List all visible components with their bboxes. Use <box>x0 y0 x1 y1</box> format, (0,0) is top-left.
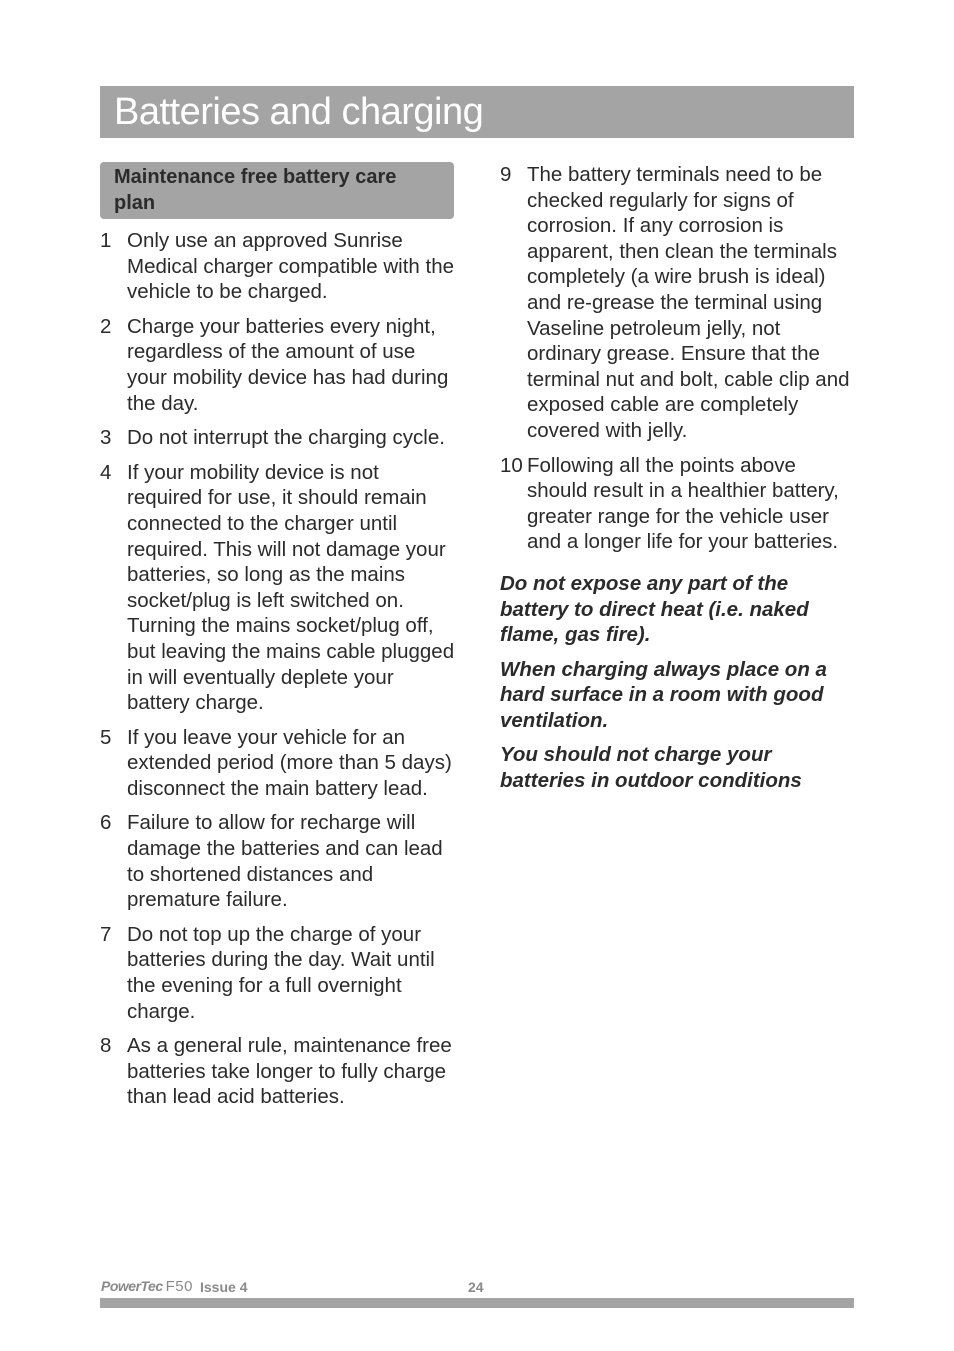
item-number: 3 <box>100 426 112 450</box>
list-item <box>100 314 456 416</box>
item-text: Do not interrupt the charging cycle. <box>127 426 445 450</box>
item-number: 1 <box>100 229 112 252</box>
list-item <box>500 162 856 444</box>
page-number: 24 <box>468 1279 484 1295</box>
item-number: 8 <box>100 1034 112 1058</box>
list-item <box>100 1033 456 1110</box>
item-number: 4 <box>100 460 112 484</box>
item-number: 7 <box>100 922 112 946</box>
brand-logo <box>101 1278 193 1295</box>
list-item <box>500 453 856 555</box>
right-column <box>500 162 856 803</box>
page-title: Batteries and charging <box>114 91 484 133</box>
item-text: Charge your batteries every night, regardless of the amount of use your mobility device has had during the day. <box>127 314 449 415</box>
title-bar <box>100 86 854 138</box>
item-number: 10 <box>500 453 523 477</box>
warning-text: When charging always place on a hard surface in a room with good ventilation. <box>500 657 827 732</box>
item-text: Only use an approved Sunrise Medical charger compatible with the vehicle to be charged. <box>127 229 455 304</box>
item-text: Failure to allow for recharge will damage the batteries and can lead to shortened distances and premature failure. <box>127 811 443 912</box>
item-text: Following all the points above should result in a healthier battery, greater range for the vehicle user and a longer life for your batteries. <box>527 453 839 554</box>
brand-name: PowerTec <box>101 1278 163 1294</box>
list-item <box>100 922 456 1024</box>
item-text: As a general rule, maintenance free batteries take longer to fully charge than lead acid batteries. <box>127 1034 452 1109</box>
list-item <box>100 425 456 451</box>
item-number: 5 <box>100 725 112 749</box>
list-item <box>100 725 456 802</box>
section-heading: Maintenance free battery care plan <box>100 162 454 219</box>
model-name: F50 <box>165 1278 193 1295</box>
item-text: Do not top up the charge of your batteries during the day. Wait until the evening for a full overnight charge. <box>127 922 435 1023</box>
item-text: If you leave your vehicle for an extended period (more than 5 days) disconnect the main battery lead. <box>127 725 452 800</box>
left-column <box>100 162 456 1119</box>
list-item <box>100 810 456 912</box>
warning-text: Do not expose any part of the battery to direct heat (i.e. naked flame, gas fire). <box>500 571 809 647</box>
footer-bar <box>100 1298 854 1308</box>
list-item <box>100 460 456 716</box>
item-number: 9 <box>500 163 512 186</box>
item-text: If your mobility device is not required for use, it should remain connected to the charger until required. This will not damage your batteries, so long as the mains socket/plug is left switched on. Turning the mains socket/plug off, but leaving the mains cable plugged in will eventually deplete your battery charge. <box>127 460 455 715</box>
item-number: 6 <box>100 811 112 835</box>
issue-label: Issue 4 <box>200 1279 248 1295</box>
warning-text: You should not charge your batteries in outdoor conditions <box>500 743 802 793</box>
list-item <box>100 228 456 305</box>
item-number: 2 <box>100 314 112 338</box>
item-text: The battery terminals need to be checked regularly for signs of corrosion. If any corrosion is apparent, then clean the terminals completely (a wire brush is ideal) and re-grease the terminal using Vaseline petroleum jelly, not ordinary grease. Ensure that the terminal nut and bolt, cable clip and exposed cable are completely covered with jelly. <box>527 163 850 442</box>
